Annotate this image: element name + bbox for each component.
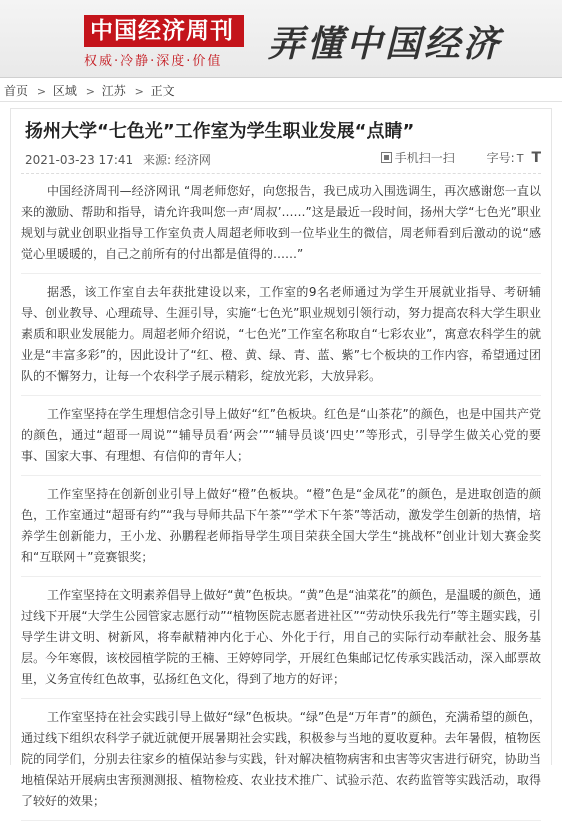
article-paragraph: 工作室坚持在社会实践引导上做好“绿”色板块。“绿”色是“万年青”的颜色，充满希望的颜色，通过线下组织农科学子就近就便开展暑期社会实践，积极参与当地的夏收夏种。去年暑假，植物医院的同学们，分别去往家乡的植保站参与实践，针对解决植物病害和虫害等灾害进行研究，协助当地植保站开展病虫害预测测报、植物检疫、农业技术推广、试验示范、农药监管等实践活动，取得了较好的效果； — [21, 707, 541, 821]
divider — [21, 173, 541, 174]
breadcrumb-jiangsu[interactable]: 江苏 — [101, 84, 126, 98]
article-meta — [25, 151, 211, 168]
article-paragraph: 工作室坚持在学生理想信念引导上做好“红”色板块。红色是“山茶花”的颜色，也是中国共产党的颜色，通过“超哥一周说”“辅导员看‘两会’”“辅导员谈‘四史’”等形式，引导学生做关心党的要事、国家大事、有理想、有信仰的青年人； — [21, 404, 541, 476]
article-source: 来源: 经济网 — [142, 153, 211, 167]
article-date: 2021-03-23 17:41 — [25, 153, 134, 167]
mobile-scan-button[interactable] — [381, 151, 455, 165]
breadcrumb-region[interactable]: 区域 — [52, 84, 77, 98]
logo-subtitle: 权威·冷静·深度·价值 — [84, 54, 223, 69]
article-paragraph: 工作室坚持在创新创业引导上做好“橙”色板块。“橙”色是“金凤花”的颜色，是进取创造的颜色，工作室通过“超哥有约”“我与导师共品下午茶”“学术下午茶”等活动，激发学生创新的热情，培养学生创新能力，王小龙、孙鹏程老师指导学生项目荣获全国大学生“挑战杯”创业计划大赛金奖和“互联网＋”竞赛银奖； — [21, 484, 541, 577]
breadcrumb-home[interactable]: 首页 — [4, 84, 29, 98]
font-larger-button[interactable]: T — [531, 150, 541, 166]
chevron-right-icon: > — [85, 85, 95, 98]
site-banner — [0, 0, 562, 78]
article-body — [21, 181, 541, 829]
breadcrumb-current: 正文 — [150, 84, 175, 98]
chevron-right-icon: > — [36, 85, 47, 98]
font-smaller-button[interactable]: T — [516, 152, 524, 165]
chevron-right-icon: > — [134, 85, 144, 98]
article-panel — [10, 108, 552, 808]
slogan-calligraphy: 弄懂中国经济 — [268, 23, 503, 65]
article-paragraph: 工作室坚持在文明素养倡导上做好“黄”色板块。“黄”色是“油菜花”的颜色，是温暖的颜色，通过线下开展“大学生公园管家志愿行动”“植物医院志愿者进社区”“劳动快乐我先行”等主题实践，引导学生讲文明、树新风，将奉献精神内化于心、外化于行，用自己的实际行动奉献社会、服务基层。今年寒假，该校园植学院的王楠、王婷婷同学，开展红色集邮记忆传承实践活动，深入邮票故里，义务宣传红色故事，弘扬红色文化，得到了地方的好评； — [21, 585, 541, 699]
mobile-scan-label: 手机扫一扫 — [394, 151, 455, 165]
article-paragraph: 据悉，该工作室自去年获批建设以来，工作室的9名老师通过为学生开展就业指导、考研辅导、创业教导、心理疏导、生涯引导，实施“七色光”职业规划引领行动，努力提高农科大学生职业素质和职业发展能力。周超老师介绍说，“七色光”工作室名称取自“七彩农业”，寓意农科学生的就业是“丰富多彩”的，因此设计了“红、橙、黄、绿、青、蓝、紫”七个板块的工作内容，希望通过团队的不懈努力，让每一个农科学子展示精彩，绽放光彩，大放异彩。 — [21, 282, 541, 396]
font-size-label: 字号 — [486, 151, 511, 165]
site-logo[interactable] — [84, 15, 244, 69]
logo-title: 中国经济周刊 — [84, 15, 244, 47]
breadcrumb — [0, 80, 562, 102]
qr-code-icon — [381, 152, 392, 163]
article-paragraph: 中国经济周刊—经济网讯 “周老师您好，向您报告，我已成功入围选调生，再次感谢您一直以来的激励、帮助和指导，请允许我叫您一声‘周叔’……”这是最近一段时间，扬州大学“七色光”职业规划与就业创职业指导工作室负责人周超老师收到一位毕业生的微信，周老师看到后激动的说“感觉心里暖暖的，自己之前所有的付出都是值得的……” — [21, 181, 541, 274]
article-tools: 手机扫一扫 字号: T T — [381, 149, 541, 166]
article-title: 扬州大学“七色光”工作室为学生职业发展“点睛” — [25, 121, 415, 142]
